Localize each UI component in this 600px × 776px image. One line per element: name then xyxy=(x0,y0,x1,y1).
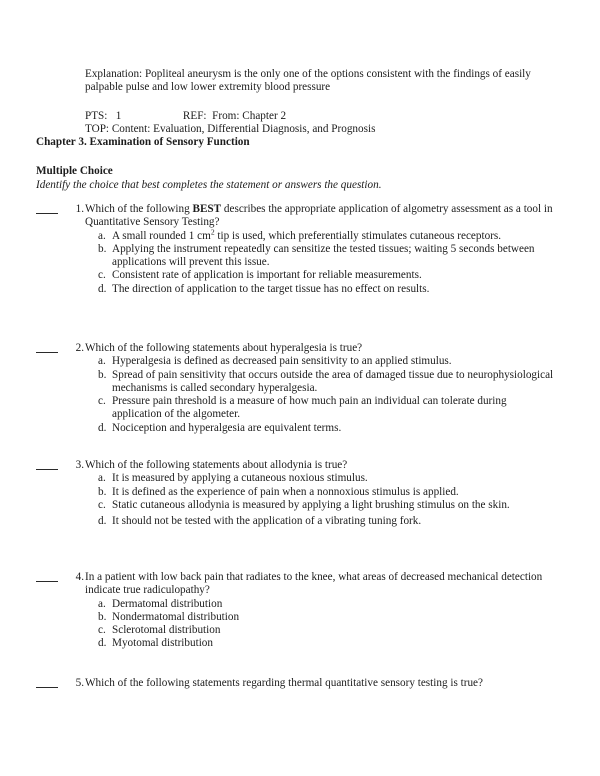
option-text xyxy=(112,226,558,243)
option-letter: d. xyxy=(98,637,107,650)
option-letter: c. xyxy=(98,269,106,282)
option-list xyxy=(36,226,558,296)
option-item[interactable] xyxy=(36,269,558,282)
question-item xyxy=(36,459,558,528)
option-item[interactable] xyxy=(36,422,558,435)
option-item[interactable] xyxy=(36,499,558,512)
option-item[interactable] xyxy=(36,515,558,528)
option-letter: b. xyxy=(98,610,107,623)
question-stem-post: describes the appropriate application of algometry assessment as a tool in Quantitative Sensory Testing? xyxy=(85,203,553,229)
chapter-heading: Chapter 3. Examination of Sensory Function xyxy=(36,136,250,148)
option-text: Pressure pain threshold is a measure of how much pain an individual can tolerate during application of the algometer. xyxy=(112,395,507,421)
question-header xyxy=(36,459,558,472)
section-heading-multiple-choice: Multiple Choice xyxy=(36,165,113,177)
answer-blank-line[interactable] xyxy=(36,469,58,470)
question-header xyxy=(36,203,558,230)
question-stem-emphasis: BEST xyxy=(192,203,222,215)
question-header xyxy=(36,677,558,690)
option-letter: a. xyxy=(98,597,106,610)
option-item[interactable] xyxy=(36,624,558,637)
option-item[interactable] xyxy=(36,395,558,422)
pts-ref-line: PTS: 1 REF: From: Chapter 2 xyxy=(85,110,287,122)
option-letter: c. xyxy=(98,395,106,408)
question-stem xyxy=(85,203,558,230)
question-header xyxy=(36,342,558,355)
option-item[interactable] xyxy=(36,472,558,485)
answer-blank-line[interactable] xyxy=(36,687,58,688)
question-item xyxy=(36,571,558,651)
question-number: 3. xyxy=(75,459,84,471)
question-stem: Which of the following statements about allodynia is true? xyxy=(85,459,348,471)
option-text-post: tip is used, which preferentially stimulates cutaneous receptors. xyxy=(214,229,502,242)
option-text: Nondermatomal distribution xyxy=(112,610,240,623)
answer-blank-line[interactable] xyxy=(36,352,58,353)
question-number: 4. xyxy=(75,571,84,583)
option-text: Sclerotomal distribution xyxy=(112,624,221,637)
option-letter: a. xyxy=(98,472,106,485)
option-item[interactable] xyxy=(36,369,558,396)
option-text: Dermatomal distribution xyxy=(112,597,223,610)
option-item[interactable] xyxy=(36,243,558,270)
answer-blank-line[interactable] xyxy=(36,581,58,582)
option-text: Myotomal distribution xyxy=(112,637,213,650)
question-number: 1. xyxy=(75,203,84,215)
option-letter: b. xyxy=(98,368,107,381)
option-item[interactable] xyxy=(36,355,558,368)
option-letter: c. xyxy=(98,498,106,511)
question-number: 2. xyxy=(75,342,84,354)
option-item[interactable] xyxy=(36,226,558,243)
option-item[interactable] xyxy=(36,598,558,611)
option-text: It is defined as the experience of pain when a nonnoxious stimulus is applied. xyxy=(112,485,459,498)
option-letter: a. xyxy=(98,355,106,368)
option-item[interactable] xyxy=(36,283,558,296)
question-stem: Which of the following statements about hyperalgesia is true? xyxy=(85,342,363,354)
option-list xyxy=(36,355,558,435)
question-stem-pre: Which of the following xyxy=(85,203,193,215)
option-text: Spread of pain sensitivity that occurs outside the area of damaged tissue due to neurophysiological mechanisms is called secondary hyperalgesia. xyxy=(112,368,554,394)
option-text: Static cutaneous allodynia is measured by applying a light brushing stimulus on the skin. xyxy=(112,498,510,511)
option-letter: d. xyxy=(98,515,107,528)
option-text: Hyperalgesia is defined as decreased pain sensitivity to an applied stimulus. xyxy=(112,355,452,368)
option-item[interactable] xyxy=(36,611,558,624)
option-text: Consistent rate of application is important for reliable measurements. xyxy=(112,269,422,282)
option-letter: d. xyxy=(98,282,107,295)
option-item[interactable] xyxy=(36,486,558,499)
option-text: It is measured by applying a cutaneous noxious stimulus. xyxy=(112,472,368,485)
option-text: The direction of application to the target tissue has no effect on results. xyxy=(112,282,430,295)
question-stem: Which of the following statements regarding thermal quantitative sensory testing is true? xyxy=(85,677,483,689)
question-item xyxy=(36,677,558,690)
option-text: Applying the instrument repeatedly can sensitize the tested tissues; waiting 5 seconds between applications will prevent this issue. xyxy=(112,242,535,269)
option-letter: b. xyxy=(98,242,107,255)
option-letter: d. xyxy=(98,421,107,434)
option-text-pre: A small rounded 1 cm xyxy=(112,229,211,242)
superscript-two: 2 xyxy=(210,226,215,236)
option-list xyxy=(36,472,558,528)
explanation-paragraph: Explanation: Popliteal aneurysm is the only one of the options consistent with the findings of easily palpable pulse and low lower extremity blood pressure xyxy=(85,68,531,94)
question-stem: In a patient with low back pain that radiates to the knee, what areas of decreased mechanical detection indicate true radiculopathy? xyxy=(85,571,543,597)
question-header xyxy=(36,571,558,598)
option-text: Nociception and hyperalgesia are equivalent terms. xyxy=(112,421,342,434)
option-letter: c. xyxy=(98,624,106,637)
option-letter: b. xyxy=(98,485,107,498)
option-list xyxy=(36,598,558,651)
section-instruction: Identify the choice that best completes the statement or answers the question. xyxy=(36,179,382,191)
question-number: 5. xyxy=(75,677,84,689)
question-item xyxy=(36,342,558,435)
question-item xyxy=(36,203,558,296)
option-text: It should not be tested with the application of a vibrating tuning fork. xyxy=(112,515,422,528)
top-content-line: TOP: Content: Evaluation, Differential Diagnosis, and Prognosis xyxy=(85,123,376,135)
answer-blank-line[interactable] xyxy=(36,213,58,214)
option-letter: a. xyxy=(98,229,106,242)
option-item[interactable] xyxy=(36,637,558,650)
